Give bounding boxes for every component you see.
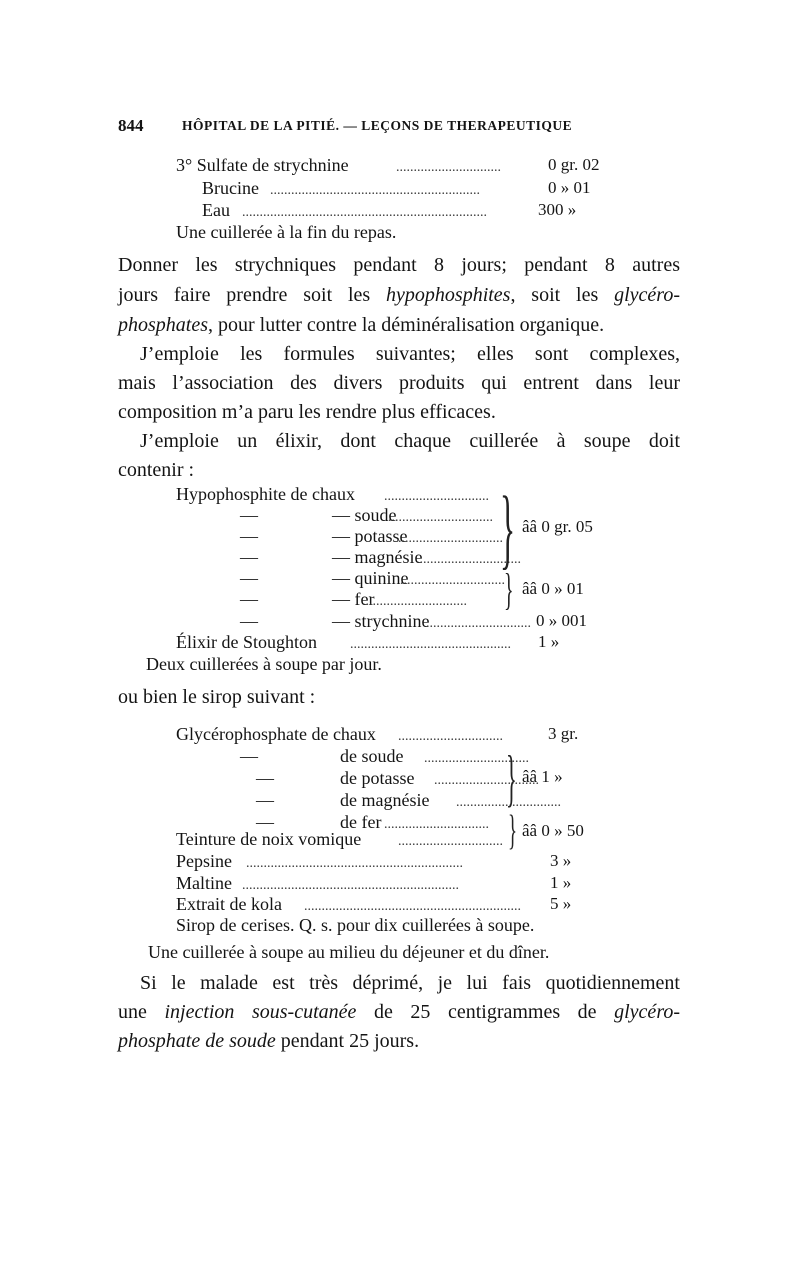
italic-term: hypophosphites <box>386 284 511 306</box>
paragraph-4: ou bien le sirop suivant : <box>118 686 316 708</box>
paragraph-1-line: jours faire prendre soit les hypophosphites, soit les glycéro- <box>118 284 680 306</box>
running-header <box>118 116 646 138</box>
formula-3-note: Une cuillerée à la fin du repas. <box>176 222 397 242</box>
brace: } <box>500 479 516 578</box>
leader-dots: ............................................................ <box>270 183 480 198</box>
elixir-row-label: Hypophosphite de chaux <box>176 484 355 504</box>
leader-dots: .............................. <box>362 594 467 609</box>
paragraph-5-line: Si le malade est très déprimé, je lui fais quotidiennement <box>140 972 680 994</box>
elixir-row-label: Élixir de Stoughton <box>176 632 317 652</box>
sirop-cerises-line: Sirop de cerises. Q. s. pour dix cuillerées à soupe. <box>176 915 535 935</box>
leader-dots: .............................. <box>426 616 531 631</box>
sirop-row-label: Extrait de kola <box>176 894 282 914</box>
elixir-row-label: — fer <box>332 589 375 609</box>
leader-dots: .............................. <box>398 531 503 546</box>
sirop-row-label: Glycérophosphate de chaux <box>176 724 376 744</box>
elixir-dash: — <box>240 589 258 609</box>
elixir-row-label: — magnésie <box>332 547 423 567</box>
elixir-stoughton-value: 1 » <box>538 632 560 651</box>
sirop-dash: — <box>256 790 274 810</box>
leader-dots: .............................. <box>384 817 489 832</box>
formula-3-row-label: Brucine <box>202 178 259 198</box>
formula-3-row-value: 0 » 01 <box>548 178 591 197</box>
leader-dots: .............................. <box>398 834 503 849</box>
sirop-row-label: Maltine <box>176 873 232 893</box>
paragraph-5-line: phosphate de soude pendant 25 jours. <box>118 1030 420 1052</box>
elixir-dash: — <box>240 505 258 525</box>
formula-3-row-value: 0 gr. 02 <box>548 155 600 174</box>
italic-term: injection sous-cutanée <box>164 1001 357 1023</box>
paragraph-1-line: Donner les strychniques pendant 8 jours; pendant 8 autres <box>118 254 680 276</box>
sirop-row-label: de magnésie <box>340 790 430 810</box>
sirop-dash: — <box>240 746 258 766</box>
sirop-note: Une cuillerée à soupe au milieu du déjeuner et du dîner. <box>148 942 550 962</box>
leader-dots: .............................. <box>434 773 539 788</box>
italic-term: glycéro- <box>614 284 680 306</box>
elixir-dash: — <box>240 547 258 567</box>
sirop-dash: — <box>256 768 274 788</box>
brace: } <box>508 808 518 854</box>
italic-term: phosphates <box>118 314 208 336</box>
leader-dots: .............................. <box>388 510 493 525</box>
brace: } <box>504 565 514 614</box>
leader-dots: .............................. <box>384 489 489 504</box>
sirop-dash: — <box>256 812 274 832</box>
formula-3-row-value: 300 » <box>538 200 577 219</box>
paragraph-3-line: J’emploie un élixir, dont chaque cuillerée à soupe doit <box>140 430 680 452</box>
paragraph-5-line: une injection sous-cutanée de 25 centigrammes de glycéro- <box>118 1001 681 1023</box>
leader-dots: .............................. <box>396 160 501 175</box>
leader-dots: .............................. <box>398 729 503 744</box>
elixir-dash: — <box>240 568 258 588</box>
leader-dots: .............................. <box>456 795 561 810</box>
sirop-row-label: de potasse <box>340 768 415 788</box>
elixir-strychnine-value: 0 » 001 <box>536 611 587 630</box>
leader-dots: .............................................. <box>350 637 511 652</box>
paragraph-2-line: mais l’association des divers produits qui entrent dans leur <box>118 372 680 394</box>
elixir-row-label: — quinine <box>332 568 409 588</box>
sirop-group-2-value: ââ 0 » 50 <box>522 821 584 840</box>
elixir-note: Deux cuillerées à soupe par jour. <box>146 654 382 674</box>
paragraph-1-line: phosphates, pour lutter contre la déminéralisation organique. <box>118 314 605 336</box>
elixir-row-label: — potasse <box>332 526 408 546</box>
leader-dots: .............................................................. <box>242 878 459 893</box>
leader-dots: .............................. <box>400 573 505 588</box>
sirop-row-label: de soude <box>340 746 404 766</box>
elixir-group-1-value: ââ 0 gr. 05 <box>522 517 593 536</box>
leader-dots: .............................. <box>416 552 521 567</box>
leader-dots: ...................................................................... <box>242 205 487 220</box>
sirop-maltine-value: 1 » <box>550 873 572 892</box>
running-title: HÔPITAL DE LA PITIÉ. — LEÇONS DE THERAPEUTIQUE <box>182 118 573 133</box>
sirop-row-label: de fer <box>340 812 382 832</box>
formula-3-row-label: 3° Sulfate de strychnine <box>176 155 349 175</box>
leader-dots: .............................. <box>424 751 529 766</box>
elixir-row-label: — strychnine <box>332 611 430 631</box>
brace: } <box>506 742 517 813</box>
elixir-dash: — <box>240 611 258 631</box>
sirop-pepsine-value: 3 » <box>550 851 572 870</box>
paragraph-3-line: contenir : <box>118 459 195 481</box>
leader-dots: .............................................................. <box>246 856 463 871</box>
elixir-group-2-value: ââ 0 » 01 <box>522 579 584 598</box>
leader-dots: .............................................................. <box>304 899 521 914</box>
sirop-kola-value: 5 » <box>550 894 572 913</box>
elixir-dash: — <box>240 526 258 546</box>
elixir-row-label: — soude <box>332 505 397 525</box>
sirop-group-1-value: ââ 1 » <box>522 767 563 786</box>
paragraph-2-line: J’emploie les formules suivantes; elles sont complexes, <box>140 343 680 365</box>
sirop-row-label: Teinture de noix vomique <box>176 829 362 849</box>
formula-3-row-label: Eau <box>202 200 230 220</box>
page-number: 844 <box>118 116 144 135</box>
paragraph-2-line: composition m’a paru les rendre plus efficaces. <box>118 401 496 423</box>
sirop-row-label: Pepsine <box>176 851 232 871</box>
italic-term: glycéro- <box>614 1001 681 1023</box>
italic-term: phosphate de soude <box>118 1030 276 1052</box>
sirop-chaux-value: 3 gr. <box>548 724 579 743</box>
